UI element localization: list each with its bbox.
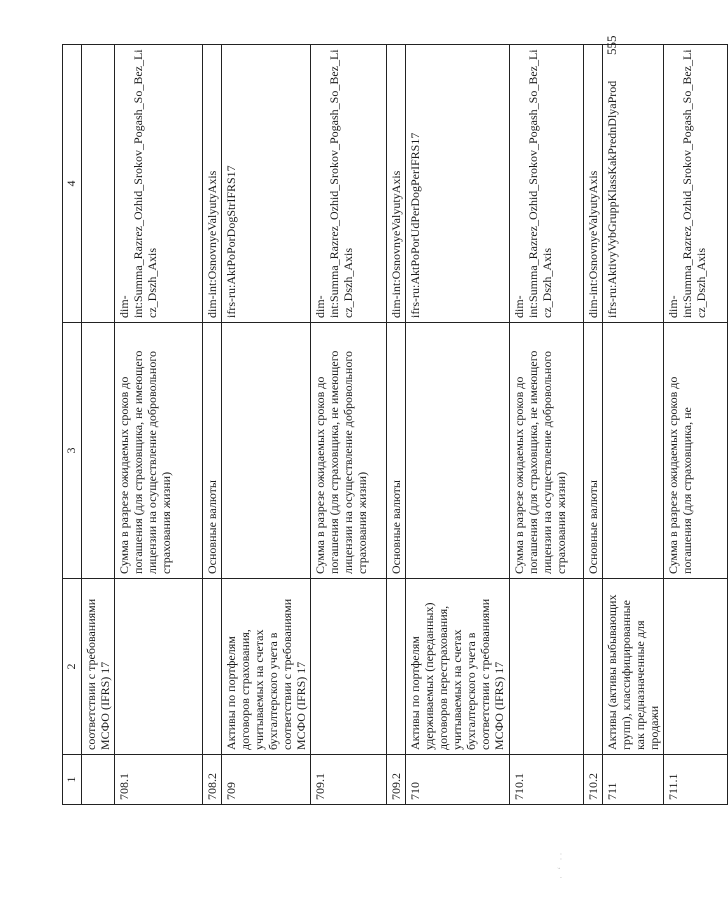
cell-description (603, 323, 664, 579)
cell-num: 710.1 (510, 755, 584, 805)
cell-name (584, 579, 603, 755)
cell-name: соответствии с требованиями МСФО (IFRS) 17 (82, 579, 115, 755)
scan-smudge: · ‘ ·· (556, 850, 566, 879)
cell-name: Активы (активы выбывающих групп), классифицированные как предназначенные для продажи (603, 579, 664, 755)
cell-element (82, 45, 115, 323)
cell-name: Активы по портфелям договоров страхования, учитываемых на счетах бухгалтерского учета в соответствии с требованиями МСФО (IFRS) 17 (222, 579, 311, 755)
cell-num: 710.2 (584, 755, 603, 805)
cell-description: Сумма в разрезе ожидаемых сроков до погашения (для страховщика, не имеющего лицензии на осуществление добровольного страхования жизни) (311, 323, 387, 579)
cell-name (387, 579, 406, 755)
table-row (510, 45, 584, 805)
cell-name (510, 579, 584, 755)
cell-description (406, 323, 510, 579)
cell-num: 711.1 (664, 755, 728, 805)
cell-element: dim-int:OsnovnyeValyutyAxis (203, 45, 222, 323)
cell-num: 710 (406, 755, 510, 805)
cell-description: Основные валюты (584, 323, 603, 579)
header-col-3: 3 (63, 323, 82, 579)
header-col-4: 4 (63, 45, 82, 323)
header-col-2: 2 (63, 579, 82, 755)
cell-description (82, 323, 115, 579)
cell-description: Сумма в разрезе ожидаемых сроков до погашения (для страховщика, не (664, 323, 728, 579)
cell-element: dim-int:OsnovnyeValyutyAxis (387, 45, 406, 323)
table-row (387, 45, 406, 805)
cell-element: dim-int:Summa_Razrez_Ozhid_Srokov_Pogash_So_Bez_Licz_Dszh_Axis (510, 45, 584, 323)
table-row-continuation (82, 45, 115, 805)
mapping-table (62, 44, 728, 805)
table-row (115, 45, 203, 805)
cell-description: Сумма в разрезе ожидаемых сроков до погашения (для страховщика, не имеющего лицензии на осуществление добровольного страхования жизни) (510, 323, 584, 579)
page-number: 555 (604, 35, 619, 55)
cell-name (115, 579, 203, 755)
cell-element: ifrs-ru:AktivyVybGruppKlassKakPrednDlyaProd (603, 45, 664, 323)
header-col-1: 1 (63, 755, 82, 805)
table-row (603, 45, 664, 805)
cell-name (203, 579, 222, 755)
cell-element: dim-int:OsnovnyeValyutyAxis (584, 45, 603, 323)
cell-name (311, 579, 387, 755)
cell-description: Основные валюты (203, 323, 222, 579)
table-row (222, 45, 311, 805)
cell-num: 709.2 (387, 755, 406, 805)
cell-num: 708.1 (115, 755, 203, 805)
cell-num: 709.1 (311, 755, 387, 805)
cell-description (222, 323, 311, 579)
table-row (406, 45, 510, 805)
cell-element: ifrs-ru:AktPoPorUdPerDogPerIFRS17 (406, 45, 510, 323)
cell-num: 709 (222, 755, 311, 805)
cell-element: dim-int:Summa_Razrez_Ozhid_Srokov_Pogash_So_Bez_Licz_Dszh_Axis (311, 45, 387, 323)
table-header-row (63, 45, 82, 805)
table-row (664, 45, 728, 805)
cell-element: ifrs-ru:AktPoPorDogStrIFRS17 (222, 45, 311, 323)
table-row (311, 45, 387, 805)
table-row (584, 45, 603, 805)
cell-description: Основные валюты (387, 323, 406, 579)
cell-element: dim-int:Summa_Razrez_Ozhid_Srokov_Pogash_So_Bez_Licz_Dszh_Axis (664, 45, 728, 323)
cell-element: dim-int:Summa_Razrez_Ozhid_Srokov_Pogash_So_Bez_Licz_Dszh_Axis (115, 45, 203, 323)
cell-num (82, 755, 115, 805)
cell-num: 711 (603, 755, 664, 805)
cell-description: Сумма в разрезе ожидаемых сроков до погашения (для страховщика, не имеющего лицензии на осуществление добровольного страхования жизни) (115, 323, 203, 579)
cell-name: Активы по портфелям удерживаемых (переданных) договоров перестрахования, учитываемых на счетах бухгалтерского учета в соответствии с требованиями МСФО (IFRS) 17 (406, 579, 510, 755)
cell-name (664, 579, 728, 755)
cell-num: 708.2 (203, 755, 222, 805)
table-row (203, 45, 222, 805)
